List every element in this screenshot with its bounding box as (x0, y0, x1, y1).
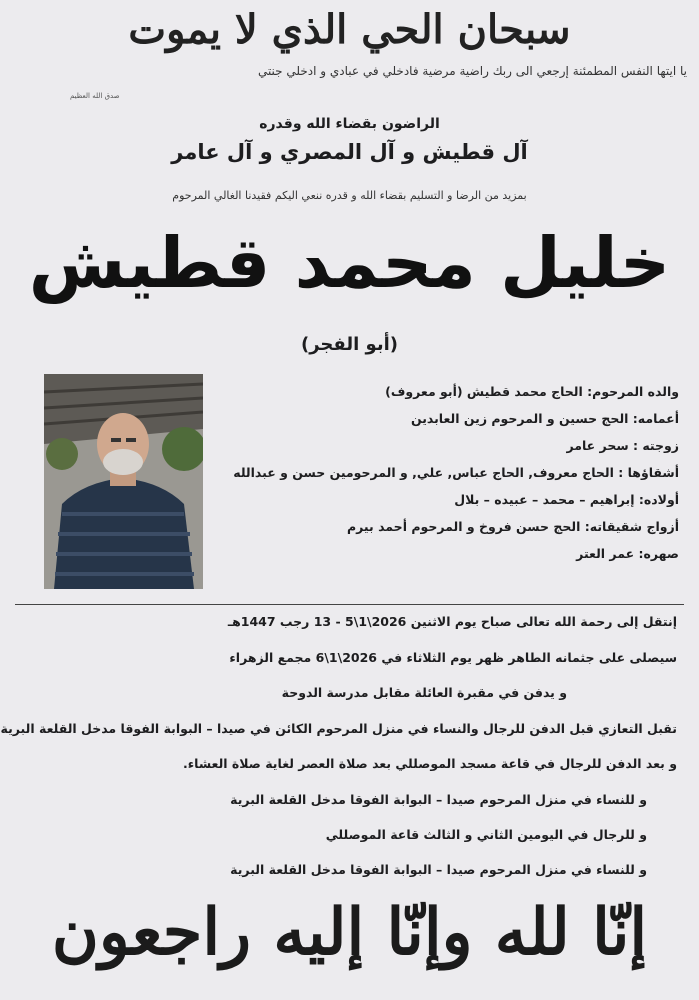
detail-condolences: تقبل التعازي قبل الدفن للرجال والنساء في منزل المرحوم الكائن في صيدا – البوابة الفوقا مدخل القلعة البرية (0, 721, 677, 736)
families-names: آل قطيش و آل المصري و آل عامر (171, 140, 528, 164)
detail-women-house: و للنساء في منزل المرحوم صيدا – البوابة الفوقا مدخل القلعة البرية (230, 792, 647, 807)
funeral-details (0, 611, 677, 891)
relative-children (219, 486, 679, 513)
relative-value: الحاج معروف, الحاج عباس, علي, و المرحومين حسن و عبدالله (233, 465, 614, 480)
deceased-photo (44, 374, 203, 589)
relative-label: أزواج شقيقاته: (584, 519, 679, 534)
relative-label: أولاده: (638, 492, 679, 507)
relative-father (219, 378, 679, 405)
detail-after-burial: و بعد الدفن للرجال في قاعة مسجد الموصللي بعد صلاة العصر لغاية صلاة العشاء. (182, 756, 677, 771)
relative-label: صهره: (638, 546, 679, 561)
relative-uncles (219, 405, 679, 432)
relative-label: أعمامه: (632, 411, 679, 426)
deceased-name: خليل محمد قطيش (28, 222, 671, 304)
families-intro: الراضون بقضاء الله وقدره (259, 116, 440, 132)
relative-value: إبراهيم – محمد – عبيده – بلال (454, 492, 635, 507)
relative-value: عمر العتر (576, 546, 635, 561)
announcement: بمزيد من الرضا و التسليم بقضاء الله و قدره ننعي اليكم فقيدنا الغالي المرحوم (172, 189, 527, 202)
verse-source: صدق الله العظيم (70, 92, 120, 100)
relative-value: الحج حسن فروخ و المرحوم أحمد بيرم (347, 519, 581, 534)
relative-in-law (219, 540, 679, 567)
relative-label: والده المرحوم: (587, 384, 679, 399)
relative-brothers (219, 459, 679, 486)
detail-second-third-days: و للرجال في اليومين الثاني و الثالث قاعة الموصللي (325, 827, 647, 842)
quran-verse: يا ايتها النفس المطمئنة إرجعي الى ربك راضية مرضية فادخلي في عبادي و ادخلي جنتي (257, 64, 687, 78)
relative-value: الحاج محمد قطيش (أبو معروف) (385, 384, 583, 399)
header-calligraphy: سبحان الحي الذي لا يموت (128, 6, 571, 53)
footer-calligraphy: إنّا لله وإنّا إليه راجعون (51, 895, 648, 970)
relative-sisters-husbands (219, 513, 679, 540)
deceased-nickname: (أبو الفجر) (301, 334, 398, 355)
divider-line (15, 604, 684, 605)
relative-value: الحج حسين و المرحوم زين العابدين (410, 411, 629, 426)
portrait-image (44, 374, 203, 589)
detail-women-house-2: و للنساء في منزل المرحوم صيدا – البوابة الفوقا مدخل القلعة البرية (230, 862, 647, 877)
relative-label: زوجته : (632, 438, 679, 453)
relative-wife (219, 432, 679, 459)
relative-label: أشقاؤها : (618, 465, 679, 480)
detail-death-date: إنتقل إلى رحمة الله تعالى صباح يوم الاثنين 2026\1\5 - 13 رجب 1447هـ (227, 614, 677, 629)
relatives-list (219, 378, 679, 567)
detail-burial: و يدفن في مقبرة العائلة مقابل مدرسة الدوحة (281, 685, 567, 700)
relative-value: سحر عامر (566, 438, 629, 453)
detail-prayer: سيصلى على جثمانه الطاهر ظهر يوم الثلاثاء في 2026\1\6 مجمع الزهراء (229, 650, 677, 665)
